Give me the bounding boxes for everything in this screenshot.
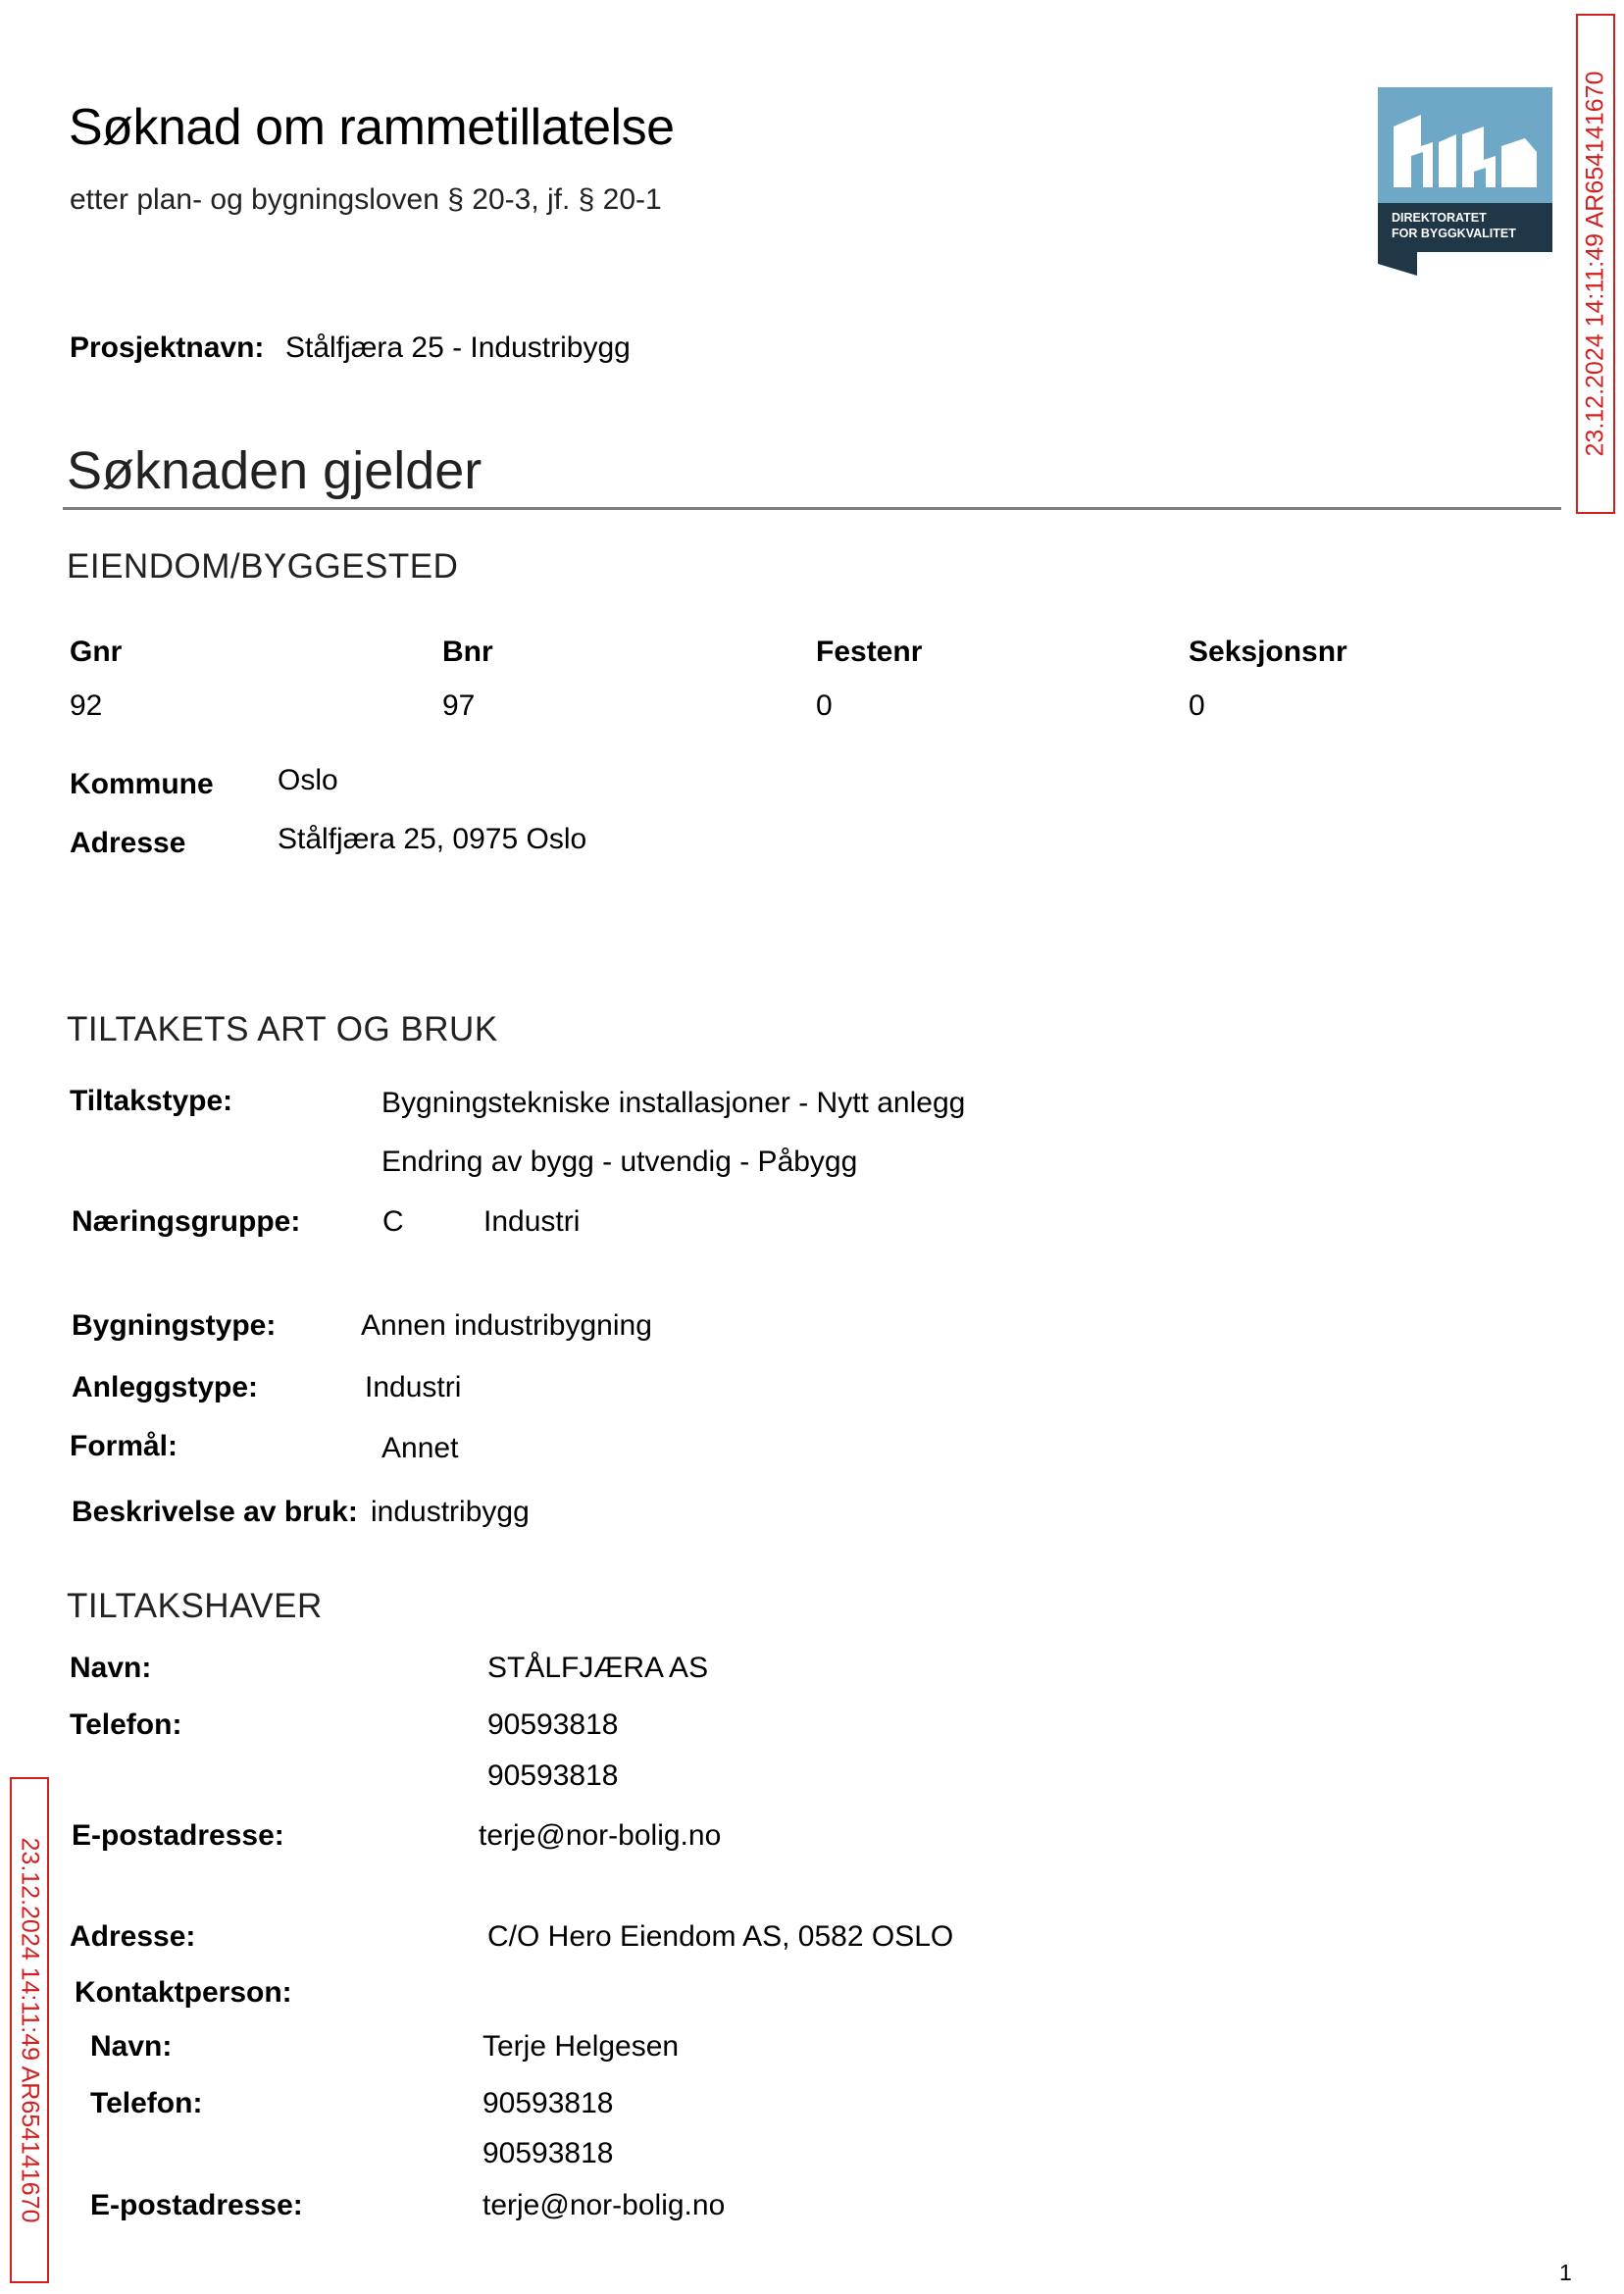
beskrivelse-label: Beskrivelse av bruk:: [72, 1496, 358, 1528]
anleggstype-label: Anleggstype:: [72, 1371, 259, 1403]
document-subtitle: etter plan- og bygningsloven § 20-3, jf. § 20-1: [70, 183, 662, 216]
kontakt-epost-label: E-postadresse:: [90, 2189, 303, 2221]
tiltakstype-value-1: Bygningstekniske installasjoner - Nytt anlegg: [381, 1087, 966, 1119]
gnr-label: Gnr: [70, 636, 123, 668]
document-title: Søknad om rammetillatelse: [69, 99, 675, 156]
anleggstype-value: Industri: [365, 1371, 462, 1403]
section-title: Søknaden gjelder: [67, 441, 482, 500]
kommune-label: Kommune: [70, 768, 214, 800]
bygningstype-value: Annen industribygning: [361, 1309, 652, 1342]
stamp-right-text: 23.12.2024 14:11:49 AR654141670: [1581, 71, 1609, 457]
section-divider: [63, 507, 1561, 510]
naeringsgruppe-label: Næringsgruppe:: [72, 1205, 301, 1238]
tiltakstype-label: Tiltakstype:: [70, 1085, 233, 1117]
tiltakstype-value-2: Endring av bygg - utvendig - Påbygg: [381, 1146, 858, 1178]
adresse-label: Adresse: [70, 827, 186, 859]
kontakt-telefon-label: Telefon:: [90, 2087, 203, 2119]
tiltakshaver-epost-label: E-postadresse:: [72, 1819, 284, 1852]
kontakt-navn-value: Terje Helgesen: [482, 2030, 680, 2063]
tiltakshaver-adresse-value: C/O Hero Eiendom AS, 0582 OSLO: [487, 1920, 954, 1953]
kontakt-navn-label: Navn:: [90, 2030, 173, 2063]
tiltakshaver-navn-label: Navn:: [70, 1652, 152, 1684]
page-number: 1: [1559, 2260, 1572, 2285]
bnr-value: 97: [442, 689, 476, 722]
festenr-label: Festenr: [816, 636, 923, 668]
property-heading: EIENDOM/BYGGESTED: [67, 547, 459, 586]
seksjonsnr-label: Seksjonsnr: [1189, 636, 1347, 668]
adresse-value: Stålfjæra 25, 0975 Oslo: [278, 823, 587, 855]
tiltakshaver-telefon-value-1: 90593818: [487, 1708, 619, 1741]
kontakt-epost-value: terje@nor-bolig.no: [482, 2189, 726, 2221]
kontakt-telefon-value-1: 90593818: [482, 2087, 614, 2119]
tiltakshaver-adresse-label: Adresse:: [70, 1920, 196, 1953]
tiltakshaver-telefon-label: Telefon:: [70, 1708, 182, 1741]
tiltak-heading: TILTAKETS ART OG BRUK: [67, 1010, 498, 1048]
formal-label: Formål:: [70, 1430, 178, 1462]
beskrivelse-value: industribygg: [371, 1496, 530, 1528]
naeringsgruppe-value: Industri: [483, 1205, 581, 1238]
tiltakshaver-epost-value: terje@nor-bolig.no: [479, 1819, 722, 1852]
festenr-value: 0: [816, 689, 833, 722]
bnr-label: Bnr: [442, 636, 493, 668]
logo-line2: FOR BYGGKVALITET: [1392, 227, 1516, 240]
naeringsgruppe-code: C: [382, 1205, 404, 1238]
tiltakshaver-heading: TILTAKSHAVER: [67, 1587, 323, 1625]
kommune-value: Oslo: [278, 764, 338, 796]
dibk-logo-icon: [1378, 87, 1552, 276]
formal-value: Annet: [381, 1432, 459, 1464]
project-name-value: Stålfjæra 25 - Industribygg: [285, 331, 631, 364]
gnr-value: 92: [70, 689, 103, 722]
stamp-left: [10, 1777, 49, 2283]
tiltakshaver-telefon-value-2: 90593818: [487, 1759, 619, 1792]
project-name-label: Prosjektnavn:: [70, 331, 265, 364]
bygningstype-label: Bygningstype:: [72, 1309, 277, 1342]
tiltakshaver-navn-value: STÅLFJÆRA AS: [487, 1652, 709, 1684]
logo-line1: DIREKTORATET: [1392, 211, 1487, 225]
kontakt-telefon-value-2: 90593818: [482, 2137, 614, 2169]
kontaktperson-label: Kontaktperson:: [75, 1976, 292, 2009]
seksjonsnr-value: 0: [1189, 689, 1205, 722]
stamp-left-text: 23.12.2024 14:11:49 AR654141670: [16, 1837, 44, 2223]
stamp-right: [1576, 14, 1615, 514]
